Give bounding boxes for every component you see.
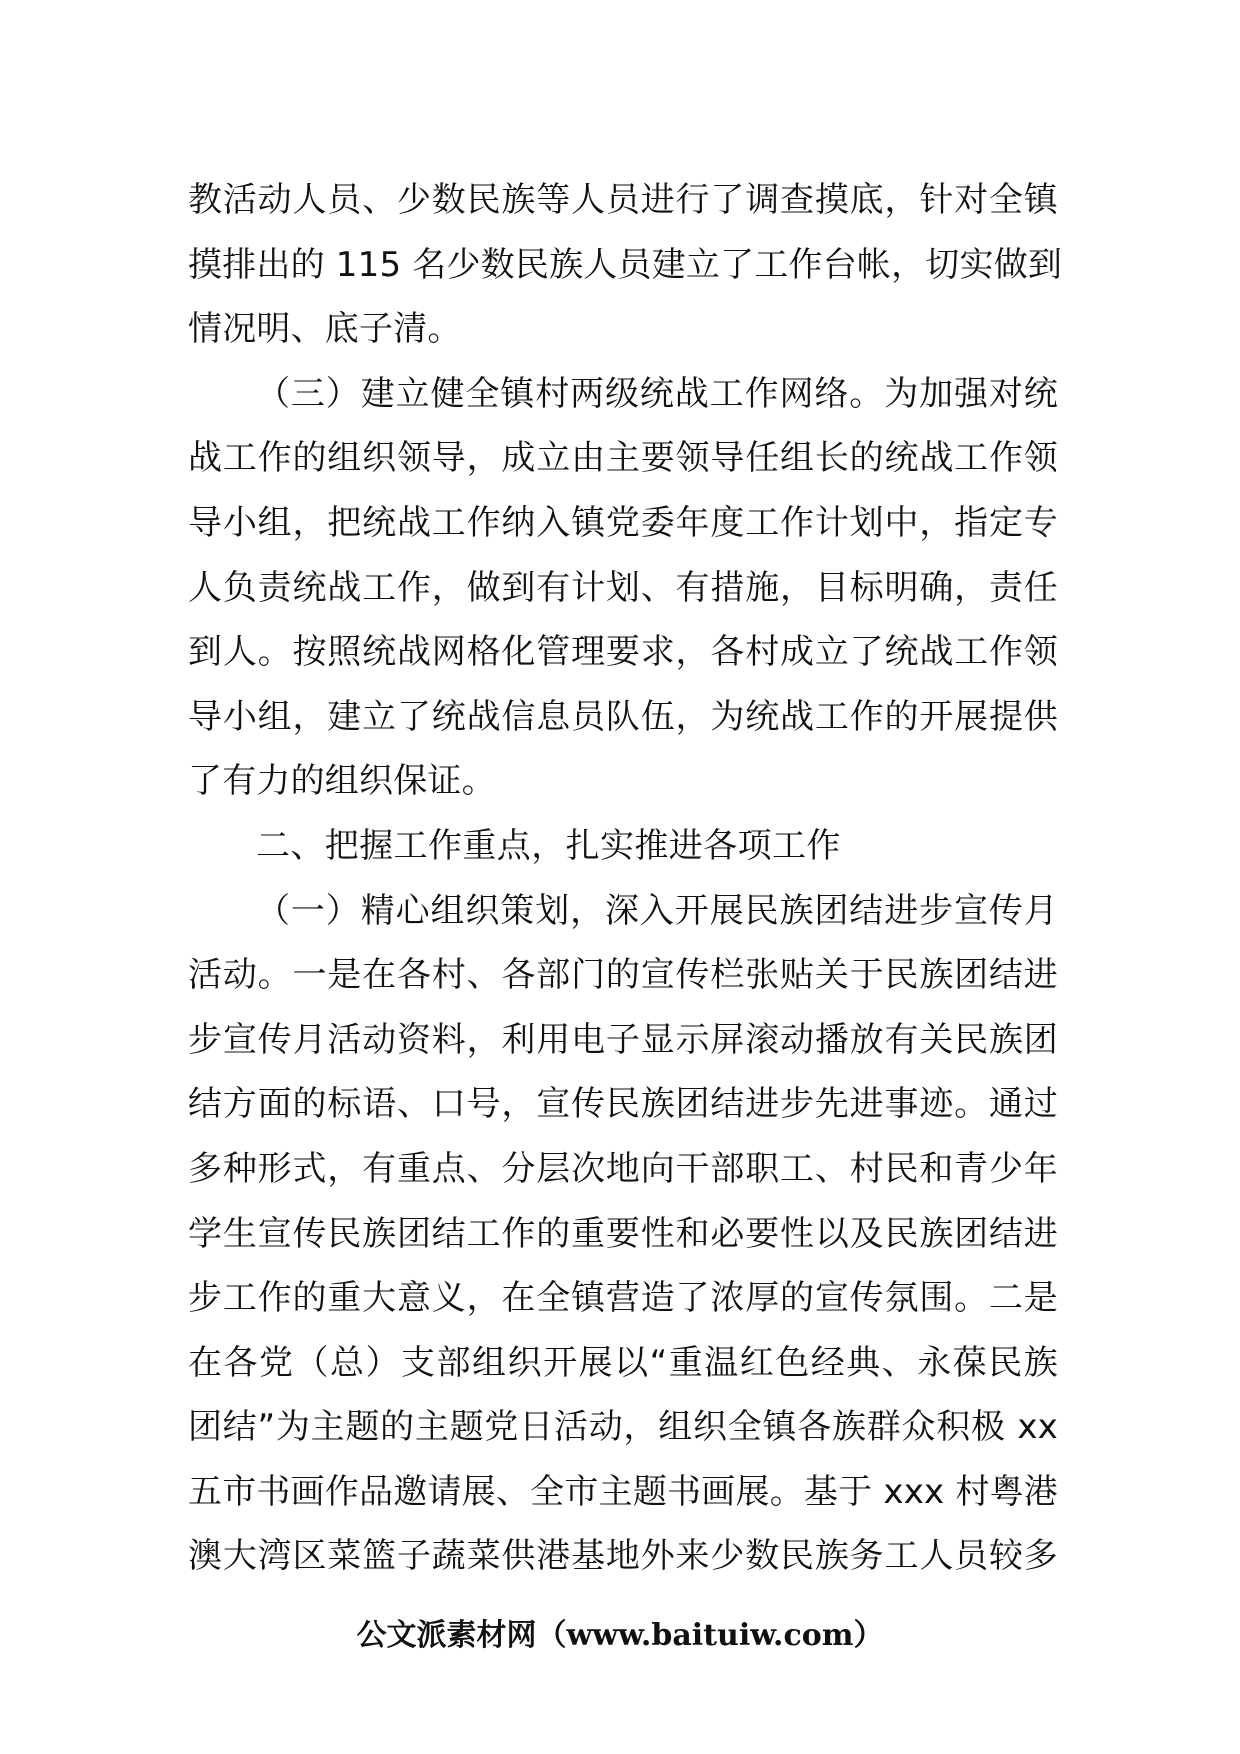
text-line: 战工作的组织领导，成立由主要领导任组长的统战工作领 xyxy=(188,438,1058,479)
text-line: 教活动人员、少数民族等人员进行了调查摸底，针对全镇 xyxy=(188,180,1058,220)
text-line: 导小组，建立了统战信息员队伍，为统战工作的开展提供 xyxy=(188,696,1058,737)
text-line: 导小组，把统战工作纳入镇党委年度工作计划中，指定专 xyxy=(188,502,1058,543)
text-line: 学生宣传民族团结工作的重要性和必要性以及民族团结进 xyxy=(188,1213,1058,1254)
text-line: 步宣传月活动资料，利用电子显示屏滚动播放有关民族团 xyxy=(188,1019,1058,1060)
text-line: 摸排出的 115 名少数民族人员建立了工作台帐，切实做到 xyxy=(188,244,1063,285)
text-line: 到人。按照统战网格化管理要求，各村成立了统战工作领 xyxy=(188,632,1058,673)
text-line: 多种形式，有重点、分层次地向干部职工、村民和青少年 xyxy=(188,1148,1058,1189)
section-heading-line: （三）建立健全镇村两级统战工作网络。为加强对统 xyxy=(256,373,1058,414)
text-line: 情况明、底子清。 xyxy=(188,309,462,350)
text-line: 活动。一是在各村、各部门的宣传栏张贴关于民族团结进 xyxy=(188,955,1058,996)
text-line: 结方面的标语、口号，宣传民族团结进步先进事迹。通过 xyxy=(188,1084,1058,1125)
text-line: 澳大湾区菜篮子蔬菜供港基地外来少数民族务工人员较多 xyxy=(188,1536,1058,1577)
text-line: 人负责统战工作，做到有计划、有措施，目标明确，责任 xyxy=(188,567,1058,608)
section-heading-line: （一）精心组织策划，深入开展民族团结进步宣传月 xyxy=(256,890,1058,931)
text-line: 团结”为主题的主题党日活动，组织全镇各族群众积极 xx xyxy=(188,1407,1058,1448)
text-line: 步工作的重大意义，在全镇营造了浓厚的宣传氛围。二是 xyxy=(188,1278,1058,1319)
text-line: 了有力的组织保证。 xyxy=(188,761,496,802)
text-line: 在各党（总）支部组织开展以“重温红色经典、永葆民族 xyxy=(188,1342,1058,1383)
document-body xyxy=(188,168,1063,1589)
text-line: 五市书画作品邀请展、全市主题书画展。基于 xxx 村粤港 xyxy=(188,1471,1058,1512)
chapter-heading: 二、把握工作重点，扎实推进各项工作 xyxy=(256,825,841,866)
footer-watermark: 公文派素材网（www.baitu​iw.com） xyxy=(356,1618,884,1653)
